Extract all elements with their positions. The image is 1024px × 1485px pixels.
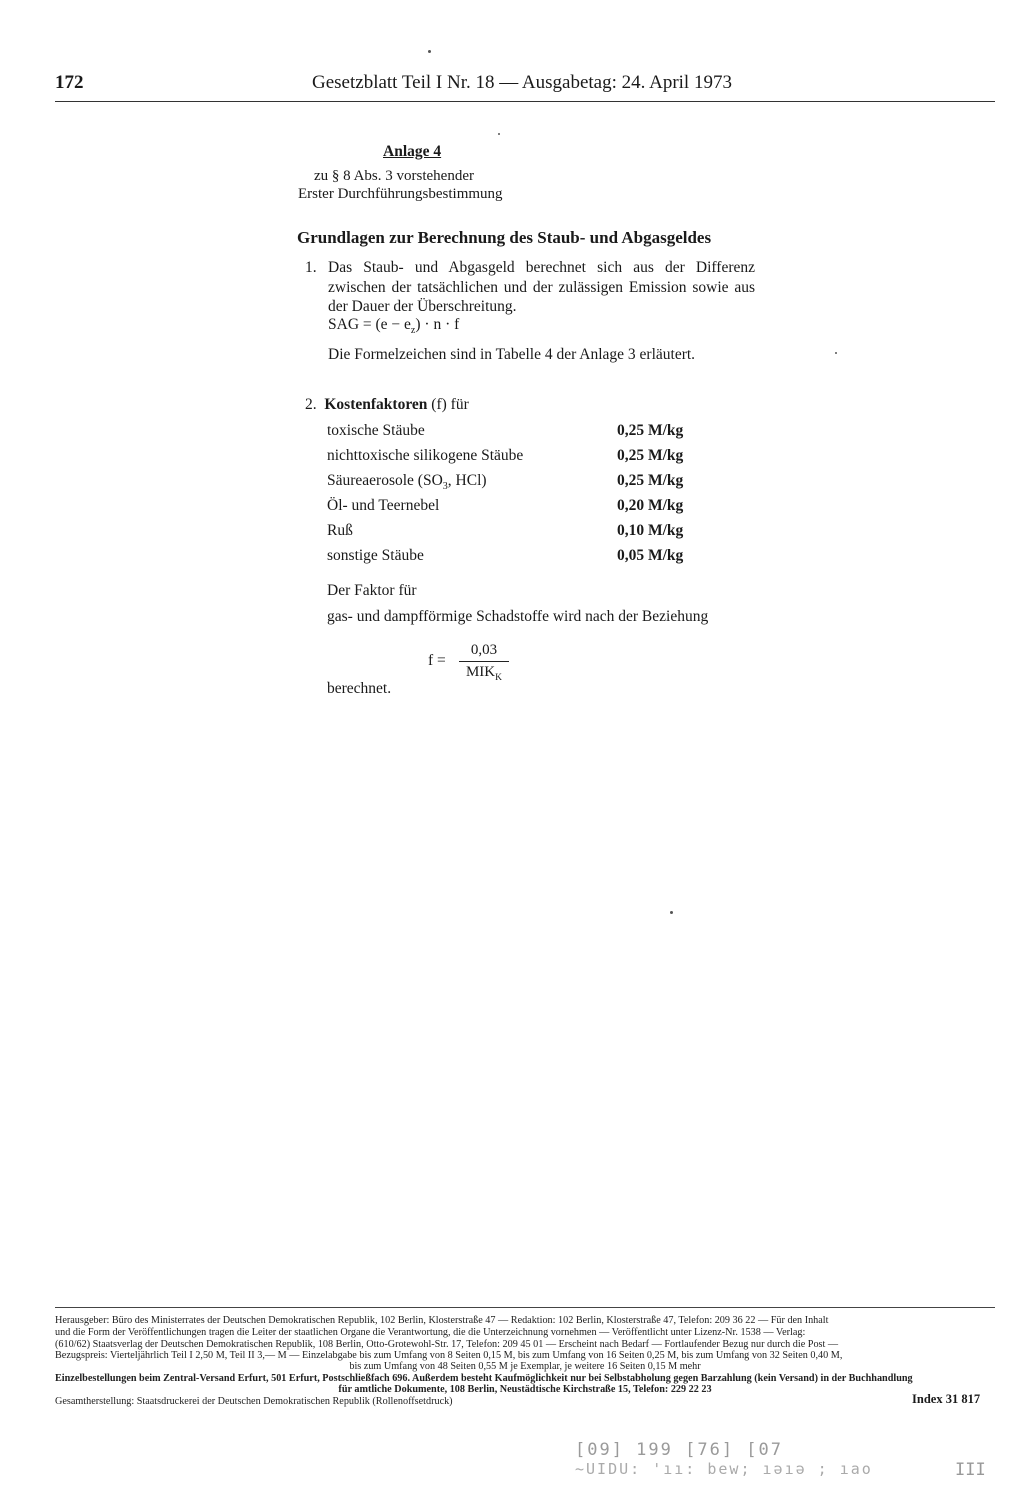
cost-unit: M/kg [648, 497, 684, 514]
item2-heading [305, 396, 469, 414]
cost-unit: M/kg [648, 547, 684, 564]
cost-row [327, 472, 687, 494]
cost-name: sonstige Stäube [327, 547, 424, 564]
cost-name: Ruß [327, 522, 353, 539]
scan-speck [498, 133, 500, 135]
item1-note: Die Formelzeichen sind in Tabelle 4 der Anlage 3 erläutert. [328, 346, 696, 363]
cost-name: nichttoxische silikogene Stäube [327, 447, 524, 464]
footer-line: Gesamtherstellung: Staatsdruckerei der Deutschen Demokratischen Republik (Rollenoffsetdruck) [55, 1396, 453, 1407]
fraction-numerator: 0,03 [459, 642, 509, 662]
cost-unit: M/kg [648, 447, 684, 464]
f-fraction [459, 642, 509, 683]
bleed-through-text: ~UIDU: 'ıı: bew; ıəıə ; ıao [575, 1460, 873, 1478]
page-number: 172 [55, 72, 84, 93]
item2-title: Kostenfaktoren [324, 396, 428, 413]
berechnet-text: berechnet. [327, 680, 392, 697]
footer-line: Herausgeber: Büro des Ministerrates der Deutschen Demokratischen Republik, 102 Berlin, Klosterstraße 47 — Redaktion: 102 Berlin, Klosterstraße 47, Telefon: 209 36 22 — Für den Inhalt [55, 1315, 829, 1326]
bleed-through-text: [09] 199 [76] [07 [575, 1440, 783, 1460]
bleed-through-text: III [955, 1460, 986, 1480]
cost-value: 0,10 M/kg [617, 522, 684, 539]
index-number: Index 31 817 [912, 1392, 981, 1406]
cost-name: Öl- und Teernebel [327, 497, 440, 514]
scan-speck [835, 352, 837, 354]
section-title: Grundlagen zur Berechnung des Staub- und Abgasgeldes [297, 228, 712, 247]
sag-formula [328, 316, 459, 336]
anlage-reference-line2: Erster Durchführungsbestimmung [298, 186, 503, 202]
footer-line: Einzelbestellungen beim Zentral-Versand Erfurt, 501 Erfurt, Postschließfach 696. Außerdem besteht Kaufmöglichkeit nur bei Selbstabholung gegen Barzahlung (kein Versand) in der Buchhandlung [55, 1373, 913, 1384]
sag-formula-suffix: ) · n · f [415, 316, 460, 333]
footer-rule [55, 1307, 995, 1308]
item1-paragraph [305, 258, 755, 317]
scan-speck [428, 50, 431, 53]
gas-text: gas- und dampfförmige Schadstoffe wird nach der Beziehung [327, 608, 709, 625]
item1-text: Das Staub- und Abgasgeld berechnet sich aus der Differenz zwischen der tatsächlichen und der zulässigen Emission sowie aus der Dauer der Überschreitung. [328, 259, 755, 315]
gazette-header-title: Gesetzblatt Teil I Nr. 18 — Ausgabetag: 24. April 1973 [312, 72, 732, 93]
cost-value: 0,25 M/kg [617, 472, 684, 489]
footer-line: für amtliche Dokumente, 108 Berlin, Neustädtische Kirchstraße 15, Telefon: 229 22 23 [338, 1384, 712, 1395]
fraction-denominator: $MIK_K$ [465, 664, 503, 683]
cost-name: toxische Stäube [327, 422, 425, 439]
footer-line: und die Form der Veröffentlichungen tragen die Leiter der staatlichen Organe die Verantwortung, die die Unterzeichnung vornehmen — Veröffentlicht unter Lizenz-Nr. 1538 — Verlag: [55, 1327, 806, 1338]
footer-line: bis zum Umfang von 48 Seiten 0,55 M je Exemplar, je weitere 16 Seiten 0,15 M mehr [349, 1361, 701, 1372]
item1-number: 1. [305, 259, 317, 276]
scan-speck [670, 911, 673, 914]
sag-formula-prefix: SAG = (e − e [328, 316, 411, 333]
anlage-reference-line1: zu § 8 Abs. 3 vorstehender [314, 168, 474, 184]
cost-value: 0,20 M/kg [617, 497, 684, 514]
cost-value: 0,05 M/kg [617, 547, 684, 564]
footer-line: (610/62) Staatsverlag der Deutschen Demokratischen Republik, 108 Berlin, Otto-Grotewohl-Str. 17, Telefon: 209 45 01 — Erscheint nach Bedarf — Fortlaufender Bezug nur durch die Post — [55, 1339, 839, 1350]
header-rule [55, 101, 995, 102]
cost-name: Säureaerosole ($SO_3$, HCl) [327, 472, 487, 493]
cost-row [327, 522, 687, 544]
sag-formula-sub: z [410, 325, 416, 337]
cost-row [327, 547, 687, 569]
cost-value: 0,25 M/kg [617, 422, 684, 439]
cost-unit: M/kg [648, 472, 684, 489]
cost-unit: M/kg [648, 522, 684, 539]
faktor-intro: Der Faktor für [327, 582, 417, 599]
cost-row [327, 422, 687, 444]
cost-row [327, 447, 687, 469]
footer-line: Bezugspreis: Vierteljährlich Teil I 2,50 M, Teil II 3,— M — Einzelabgabe bis zum Umfang von 8 Seiten 0,15 M, bis zum Umfang von 16 Seiten 0,25 M, bis zum Umfang von 32 Seiten 0,40 M, [55, 1350, 843, 1361]
item2-number: 2. [305, 396, 317, 413]
cost-value: 0,25 M/kg [617, 447, 684, 464]
cost-row [327, 497, 687, 519]
f-equation-label: f = [428, 652, 446, 669]
anlage-title: Anlage 4 [383, 143, 442, 160]
cost-unit: M/kg [648, 422, 684, 439]
item2-title-suffix: (f) für [431, 396, 469, 413]
